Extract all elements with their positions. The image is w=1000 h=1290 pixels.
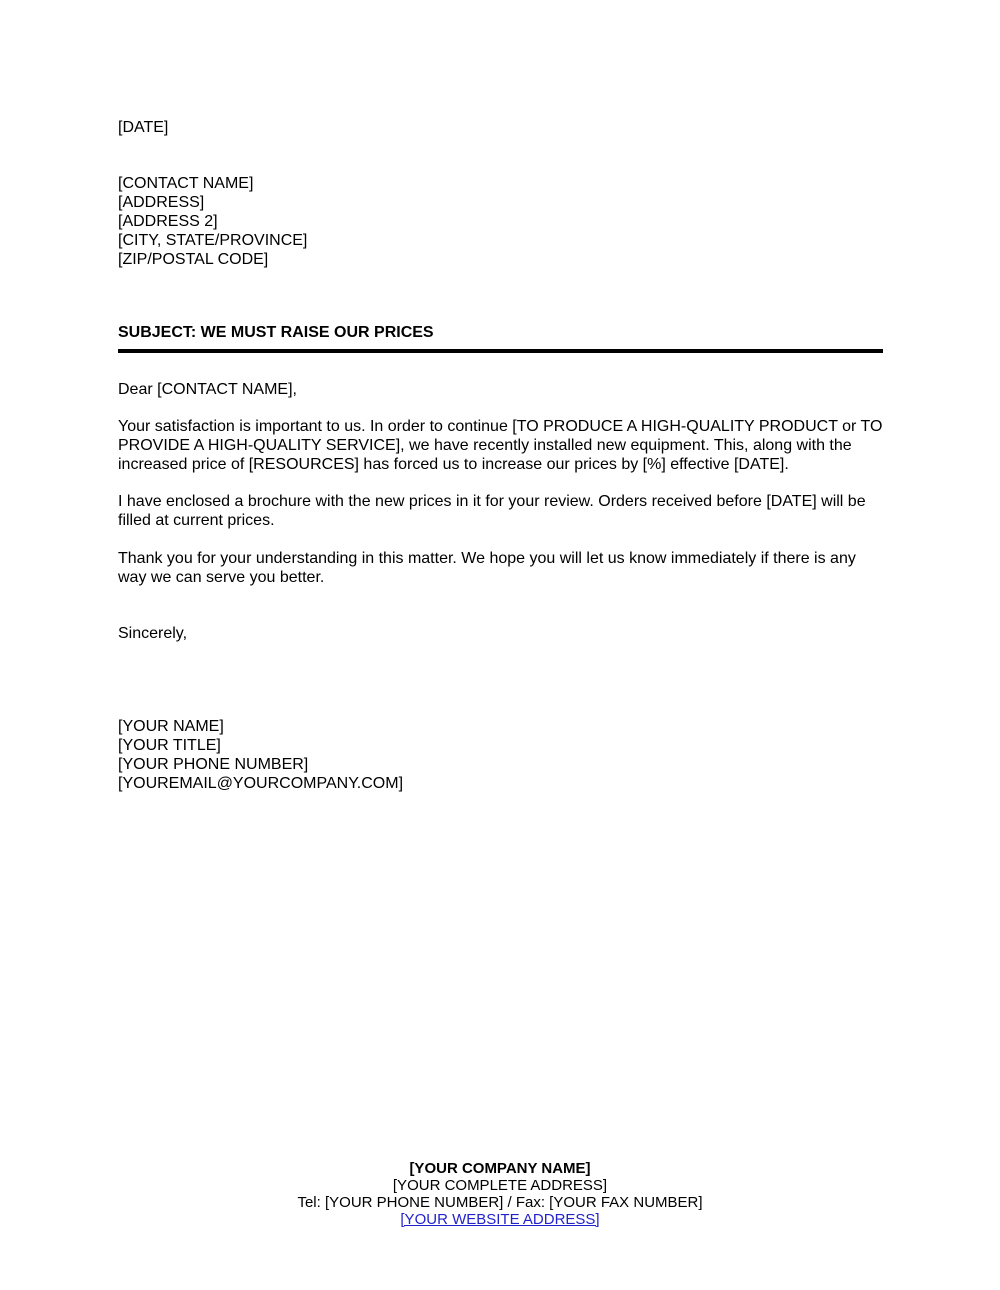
salutation: Dear [CONTACT NAME], (118, 381, 297, 398)
letter-date: [DATE] (118, 119, 169, 136)
body-paragraph-1 (118, 417, 883, 474)
signature-phone: [YOUR PHONE NUMBER] (118, 756, 309, 773)
salutation-block (118, 380, 883, 399)
subject-divider (118, 349, 883, 353)
closing-block (118, 624, 883, 643)
body-paragraph-2 (118, 492, 883, 530)
signature-title: [YOUR TITLE] (118, 737, 221, 754)
body-paragraph-text: Thank you for your understanding in this matter. We hope you will let us know immediately if there is any way we can serve you better. (118, 550, 856, 586)
signature-block (118, 717, 883, 793)
recipient-address: [ADDRESS] (118, 194, 205, 211)
subject-block (118, 323, 883, 342)
company-footer (0, 1160, 1000, 1228)
recipient-address-2: [ADDRESS 2] (118, 213, 218, 230)
footer-website-link[interactable]: [YOUR WEBSITE ADDRESS] (400, 1211, 600, 1228)
signature-email: [YOUREMAIL@YOURCOMPANY.COM] (118, 775, 404, 792)
footer-contact: Tel: [YOUR PHONE NUMBER] / Fax: [YOUR FAX NUMBER] (297, 1194, 703, 1211)
recipient-city-state: [CITY, STATE/PROVINCE] (118, 232, 308, 249)
recipient-address-block (118, 174, 883, 269)
footer-company-name: [YOUR COMPANY NAME] (409, 1160, 591, 1177)
subject-line: SUBJECT: WE MUST RAISE OUR PRICES (118, 324, 434, 341)
recipient-zip: [ZIP/POSTAL CODE] (118, 251, 269, 268)
signature-name: [YOUR NAME] (118, 718, 224, 735)
letter-date-block (118, 118, 883, 137)
body-paragraph-3 (118, 549, 883, 587)
body-paragraph-text: Your satisfaction is important to us. In order to continue [TO PRODUCE A HIGH-QUALITY PRODUCT or TO PROVIDE A HIGH-QUALITY SERVICE], we have recently installed new equipment. This, along with the increased price of [RESOURCES] has forced us to increase our prices by [%] effective [DATE]. (118, 418, 883, 473)
recipient-contact-name: [CONTACT NAME] (118, 175, 254, 192)
footer-address: [YOUR COMPLETE ADDRESS] (392, 1177, 608, 1194)
closing: Sincerely, (118, 625, 188, 642)
body-paragraph-text: I have enclosed a brochure with the new prices in it for your review. Orders received before [DATE] will be filled at current prices. (118, 493, 866, 529)
